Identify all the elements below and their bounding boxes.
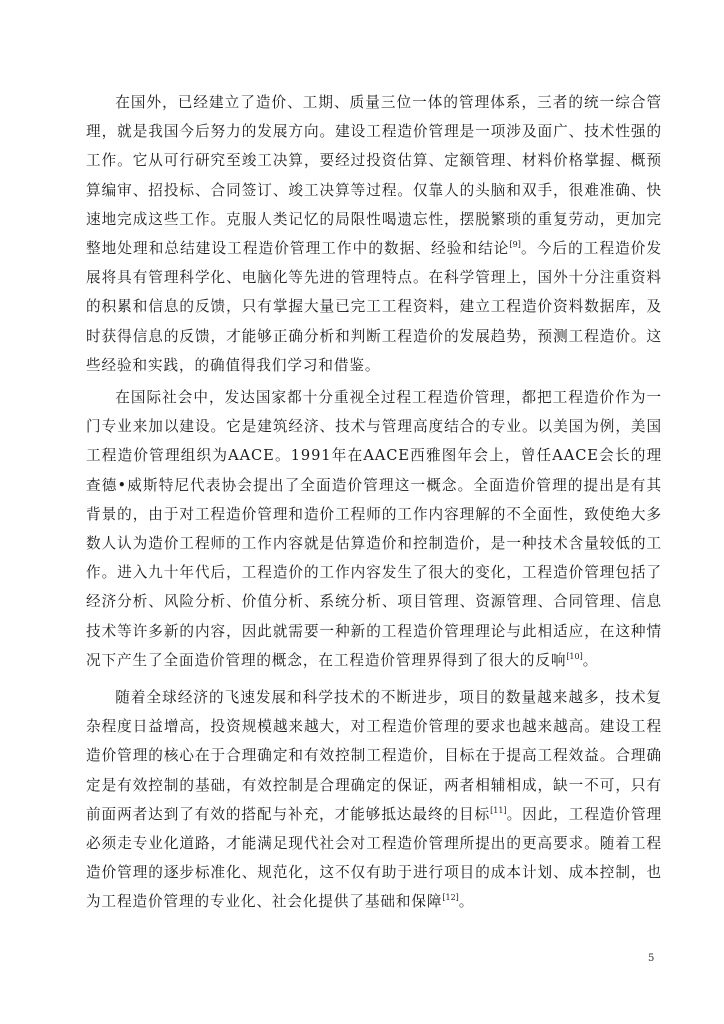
paragraph-3-text-c: 。 bbox=[458, 893, 475, 911]
paragraph-2-text-a: 在国际社会中，发达国家都十分重视全过程工程造价管理，都把工程造价作为一门专业来加以建设。它是建筑经济、技术与管理高度结合的专业。以美国为例，美国工程造价管理组织为AACE。1991年在AACE西雅图年会上，曾任AACE会长的理查德•威斯特尼代表协会提出了全面造价管理这一概念。全面造价管理的提出是有其背景的，由于对工程造价管理和造价工程师的工作内容理解的不全面性，致使绝大多数人认为造价工程师的工作内容就是估算造价和控制造价，是一种技术含量较低的工作。进入九十年代后，工程造价的工作内容发生了很大的变化，工程造价管理包括了经济分析、风险分析、价值分析、系统分析、项目管理、资源管理、合同管理、信息技术等许多新的内容，因此就需要一种新的工程造价管理理论与此相适应，在这种情况下产生了全面造价管理的概念，在工程造价管理界得到了很大的反响 bbox=[86, 389, 662, 669]
paragraph-2-text-b: 。 bbox=[582, 651, 599, 669]
paragraph-1-text-b: 。今后的工程造价发展将具有管理科学化、电脑化等先进的管理特点。在科学管理上，国外十分注重资料的积累和信息的反馈，只有掌握大量已完工工程资料，建立工程造价资料数据库，及时获得信息的反馈，才能够正确分析和判断工程造价的发展趋势，预测工程造价。这些经验和实践，的确值得我们学习和借鉴。 bbox=[86, 240, 662, 374]
citation-ref-10: [10] bbox=[566, 652, 583, 661]
citation-ref-11: [11] bbox=[490, 806, 507, 816]
body-text bbox=[86, 88, 662, 920]
paragraph-1 bbox=[86, 88, 662, 380]
citation-ref-12: [12] bbox=[442, 893, 459, 903]
paragraph-3-text-b: 。因此，工程造价管理必须走专业化道路，才能满足现代社会对工程造价管理所提出的更高要求。随着工程造价管理的逐步标准化、规范化，这不仅有助于进行项目的成本计划、成本控制，也为工程造价管理的专业化、社会化提供了基础和保障 bbox=[86, 805, 662, 911]
paragraph-2 bbox=[86, 383, 662, 675]
citation-ref-9: [9] bbox=[509, 240, 521, 250]
paragraph-1-text-a: 在国外，已经建立了造价、工期、质量三位一体的管理体系，三者的统一综合管理，就是我国今后努力的发展方向。建设工程造价管理是一项涉及面广、技术性强的工作。它从可行研究至竣工决算，要经过投资估算、定额管理、材料价格掌握、概预算编审、招投标、合同签订、竣工决算等过程。仅靠人的头脑和双手，很难准确、快速地完成这些工作。克服人类记忆的局限性喝遗忘性，摆脱繁琐的重复劳动，更加完整地处理和总结建设工程造价管理工作中的数据、经验和结论 bbox=[86, 94, 662, 258]
page-number: 5 bbox=[648, 953, 655, 964]
paragraph-3-text-a: 随着全球经济的飞速发展和科学技术的不断进步，项目的数量越来越多，技术复杂程度日益增高，投资规模越来越大，对工程造价管理的要求也越来越高。建设工程造价管理的核心在于合理确定和有效控制工程造价，目标在于提高工程效益。合理确定是有效控制的基础，有效控制是合理确定的保证，两者相辅相成，缺一不可，只有前面两者达到了有效的搭配与补充，才能够抵达最终的目标 bbox=[86, 689, 662, 823]
paragraph-3 bbox=[86, 683, 662, 917]
